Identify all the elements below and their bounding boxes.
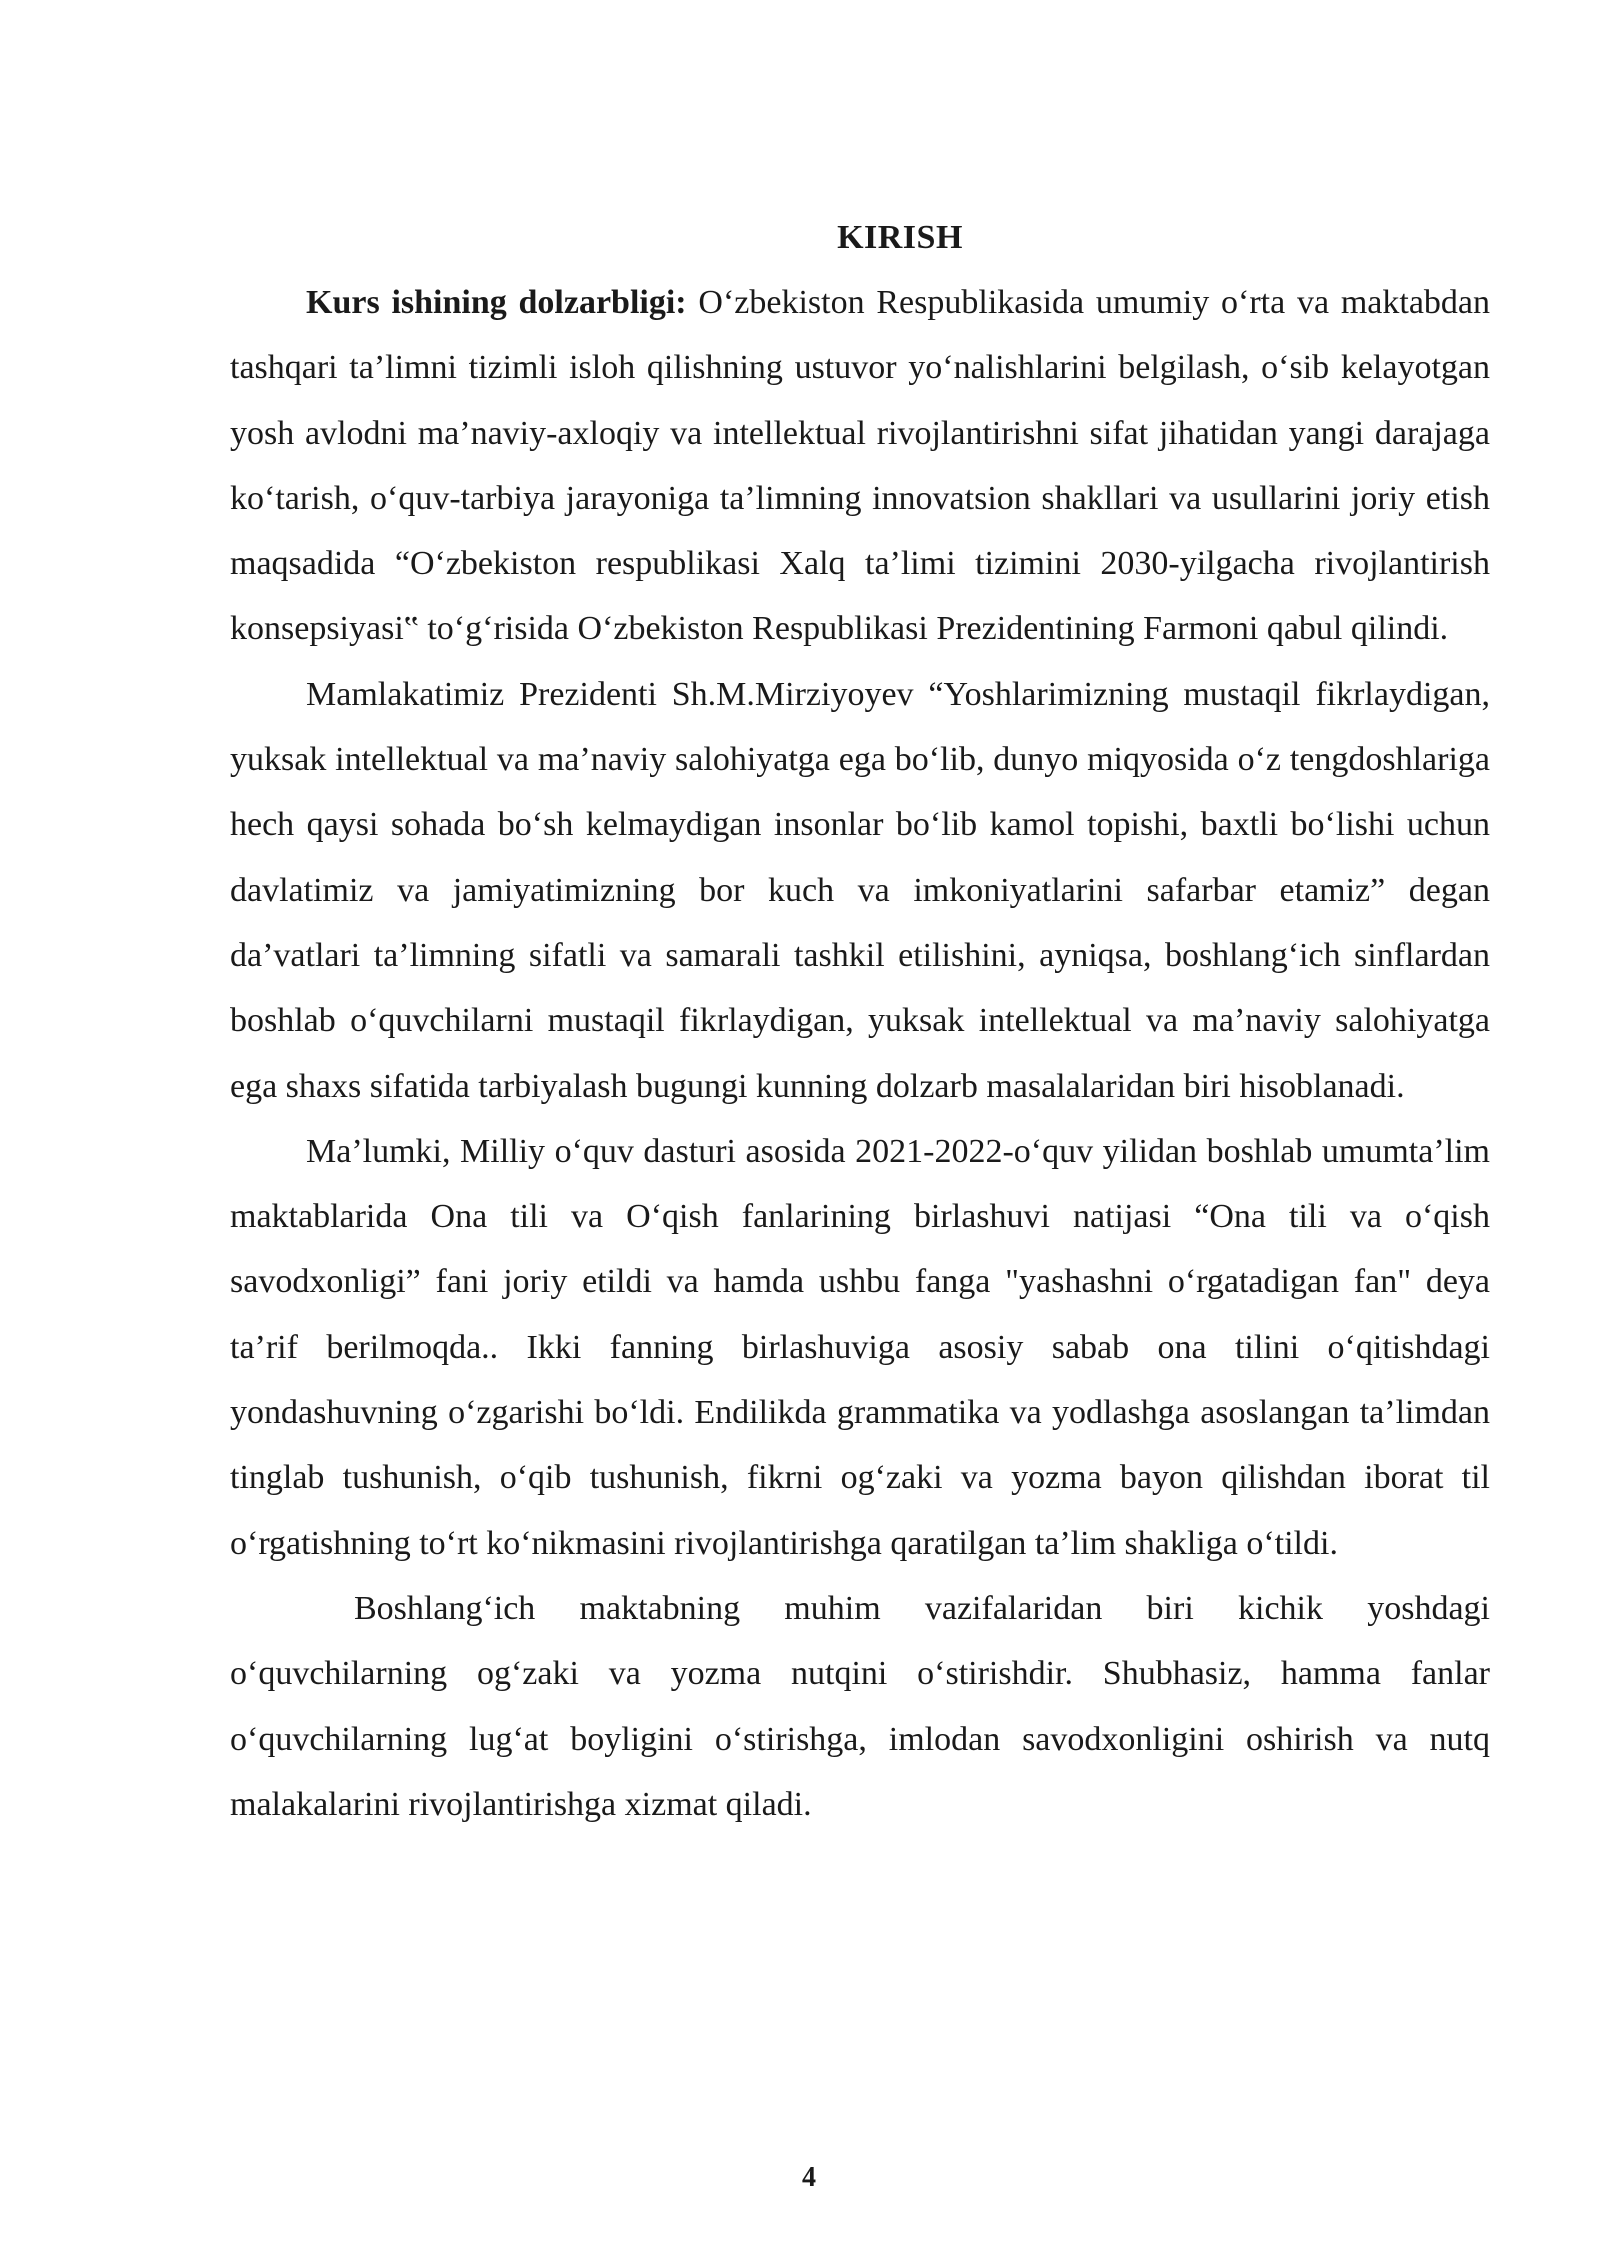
paragraph-text: Boshlang‘ich maktabning muhim vazifalaridan biri kichik yoshdagi o‘quvchilarning og‘zaki va yozma nutqini o‘stirishdir. Shubhasiz, hamma fanlar o‘quvchilarning lug‘at boyligini o‘stirishga, imlodan savodxonligini oshirish va nutq malakalarini rivojlantirishga xizmat qiladi. (230, 1589, 1490, 1823)
paragraph-curriculum (230, 1119, 1490, 1576)
page-number: 4 (802, 2162, 816, 2193)
paragraph-lead: Kurs ishining dolzarbligi: (306, 284, 687, 321)
paragraph-text: O‘zbekiston Respublikasida umumiy o‘rta va maktabdan tashqari ta’limni tizimli isloh qilishning ustuvor yo‘nalishlarini belgilash, o‘sib kelayotgan yosh avlodni ma’naviy-axloqiy va intellektual rivojlantirishni sifat jihatidan yangi darajaga ko‘tarish, o‘quv-tarbiya jarayoniga ta’limning innovatsion shakllari va usullarini joriy etish maqsadida “O‘zbekiston respublikasi Xalq ta’limi tizimini 2030-yilgacha rivojlantirish konsepsiyasi‟ to‘g‘risida O‘zbekiston Respublikasi Prezidentining Farmoni qabul qilindi. (230, 284, 1490, 648)
paragraph-president-quote (230, 662, 1490, 1119)
paragraph-text: Ma’lumki, Milliy o‘quv dasturi asosida 2021-2022-o‘quv yilidan boshlab umumta’lim maktablarida Ona tili va O‘qish fanlarining birlashuvi natijasi “Ona tili va o‘qish savodxonligi” fani joriy etildi va hamda ushbu fanga "yashashni o‘rgatadigan fan" deya ta’rif berilmoqda.. Ikki fanning birlashuviga asosiy sabab ona tilini o‘qitishdagi yondashuvning o‘zgarishi bo‘ldi. Endilikda grammatika va yodlashga asoslangan ta’limdan tinglab tushunish, o‘qib tushunish, fikrni og‘zaki va yozma bayon qilishdan iborat til o‘rgatishning to‘rt ko‘nikmasini rivojlantirishga qaratilgan ta’lim shakliga o‘tildi. (230, 1132, 1490, 1562)
paragraph-primary-school (230, 1576, 1490, 1837)
paragraph-relevance (230, 270, 1490, 662)
paragraph-text: Mamlakatimiz Prezidenti Sh.M.Mirziyoyev “Yoshlarimizning mustaqil fikrlaydigan, yuksak intellektual va ma’naviy salohiyatga ega bo‘lib, dunyo miqyosida o‘z tengdoshlariga hech qaysi sohada bo‘sh kelmaydigan insonlar bo‘lib kamol topishi, baxtli bo‘lishi uchun davlatimiz va jamiyatimizning bor kuch va imkoniyatlarini safarbar etamiz” degan da’vatlari ta’limning sifatli va samarali tashkil etilishini, ayniqsa, boshlang‘ich sinflardan boshlab o‘quvchilarni mustaqil fikrlaydigan, yuksak intellektual va ma’naviy salohiyatga ega shaxs sifatida tarbiyalash bugungi kunning dolzarb masalalaridan biri hisoblanadi. (230, 675, 1490, 1105)
section-heading: KIRISH (837, 219, 963, 256)
page-body (230, 205, 1490, 1837)
